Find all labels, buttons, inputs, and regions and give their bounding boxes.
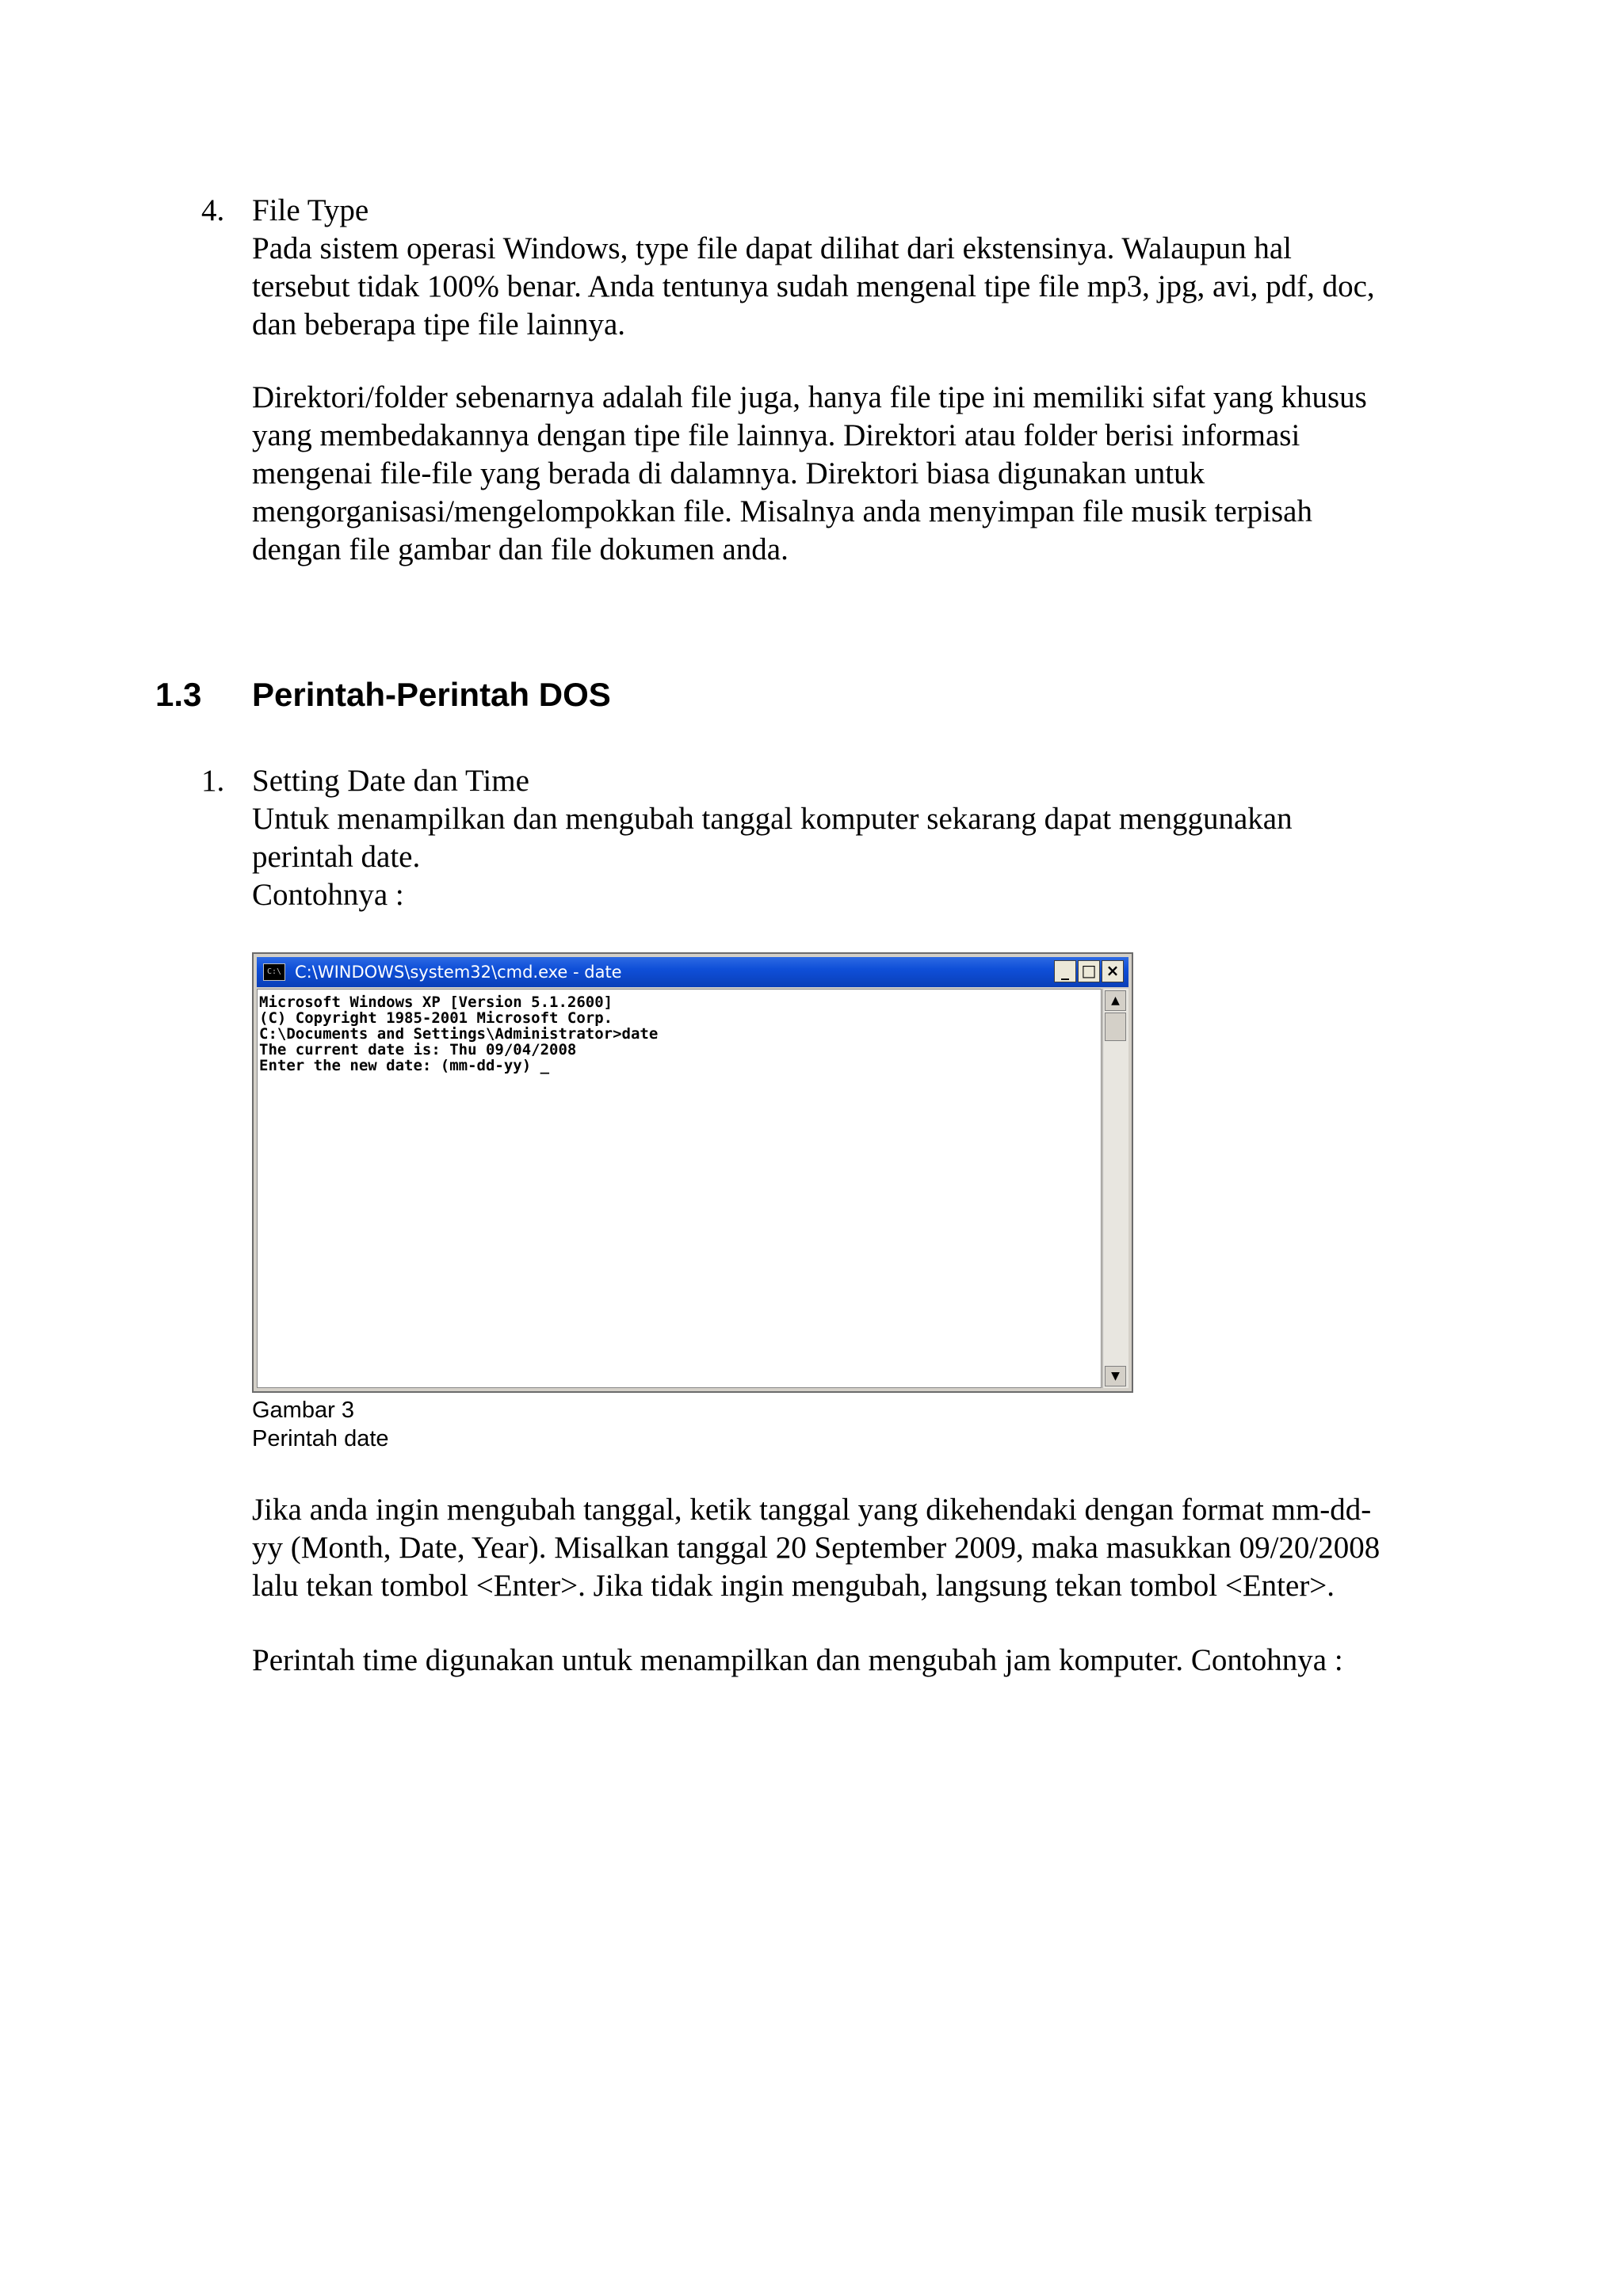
console-line: (C) Copyright 1985-2001 Microsoft Corp. bbox=[259, 1009, 613, 1027]
paragraph-line: Jika anda ingin mengubah tanggal, ketik tanggal yang dikehendaki dengan format mm-dd- bbox=[252, 1493, 1372, 1527]
console-line: The current date is: Thu 09/04/2008 bbox=[259, 1041, 577, 1058]
paragraph-line: Untuk menampilkan dan mengubah tanggal komputer sekarang dapat menggunakan bbox=[252, 802, 1293, 836]
close-button[interactable]: × bbox=[1102, 960, 1124, 982]
minimize-button[interactable]: _ bbox=[1054, 960, 1076, 982]
caption-text: Perintah date bbox=[252, 1426, 389, 1451]
console-output[interactable] bbox=[257, 989, 1102, 1388]
paragraph-line: Perintah time digunakan untuk menampilkan dan mengubah jam komputer. Contohnya : bbox=[252, 1643, 1343, 1677]
directory-paragraph bbox=[252, 379, 1367, 569]
window-title: C:\WINDOWS\system32\cmd.exe - date bbox=[295, 963, 622, 982]
console-line: C:\Documents and Settings\Administrator>date bbox=[259, 1025, 659, 1043]
paragraph-line: yang membedakannya dengan tipe file lainnya. Direktori atau folder berisi informasi bbox=[252, 418, 1300, 452]
paragraph-line: yy (Month, Date, Year). Misalkan tanggal 20 September 2009, maka masukkan 09/20/2008 bbox=[252, 1531, 1381, 1565]
cmd-window bbox=[252, 952, 1133, 1393]
vertical-scrollbar[interactable] bbox=[1102, 989, 1128, 1388]
heading-number: 1.3 bbox=[155, 676, 202, 713]
maximize-button[interactable]: □ bbox=[1078, 960, 1100, 982]
window-titlebar[interactable] bbox=[257, 957, 1128, 987]
date-time-section bbox=[252, 762, 1293, 914]
scroll-down-icon[interactable]: ▼ bbox=[1105, 1366, 1126, 1386]
paragraph-line: perintah date. bbox=[252, 840, 421, 874]
paragraph-line: mengorganisasi/mengelompokkan file. Misalnya anda menyimpan file musik terpisah bbox=[252, 494, 1312, 528]
paragraph-line: dan beberapa tipe file lainnya. bbox=[252, 307, 626, 341]
list-number: 4. bbox=[201, 193, 225, 227]
scroll-thumb[interactable] bbox=[1105, 1013, 1126, 1041]
paragraph-line: tersebut tidak 100% benar. Anda tentunya sudah mengenal tipe file mp3, jpg, avi, pdf, doc, bbox=[252, 269, 1375, 303]
list-item-title: File Type bbox=[252, 193, 369, 227]
paragraph-line: Pada sistem operasi Windows, type file dapat dilihat dari ekstensinya. Walaupun hal bbox=[252, 231, 1292, 265]
time-paragraph bbox=[252, 1642, 1343, 1680]
file-type-section bbox=[252, 192, 1375, 344]
cmd-app-icon: C:\ bbox=[263, 963, 285, 981]
paragraph-line: dengan file gambar dan file dokumen anda. bbox=[252, 532, 789, 566]
scroll-up-icon[interactable]: ▲ bbox=[1105, 990, 1126, 1011]
caption-label: Gambar 3 bbox=[252, 1398, 354, 1423]
paragraph-line: mengenai file-file yang berada di dalamnya. Direktori biasa digunakan untuk bbox=[252, 456, 1205, 490]
console-line: Enter the new date: (mm-dd-yy) _ bbox=[259, 1057, 550, 1074]
list-item-title: Setting Date dan Time bbox=[252, 764, 529, 798]
console-line: Microsoft Windows XP [Version 5.1.2600] bbox=[259, 994, 613, 1011]
figure-caption bbox=[252, 1396, 389, 1453]
list-number: 1. bbox=[201, 764, 225, 798]
paragraph-line: lalu tekan tombol <Enter>. Jika tidak ingin mengubah, langsung tekan tombol <Enter>. bbox=[252, 1569, 1335, 1603]
paragraph-line: Direktori/folder sebenarnya adalah file juga, hanya file tipe ini memiliki sifat yang khusus bbox=[252, 380, 1367, 414]
section-heading: Perintah-Perintah DOS bbox=[252, 676, 611, 713]
date-format-paragraph bbox=[252, 1491, 1380, 1605]
paragraph-line: Contohnya : bbox=[252, 878, 404, 912]
